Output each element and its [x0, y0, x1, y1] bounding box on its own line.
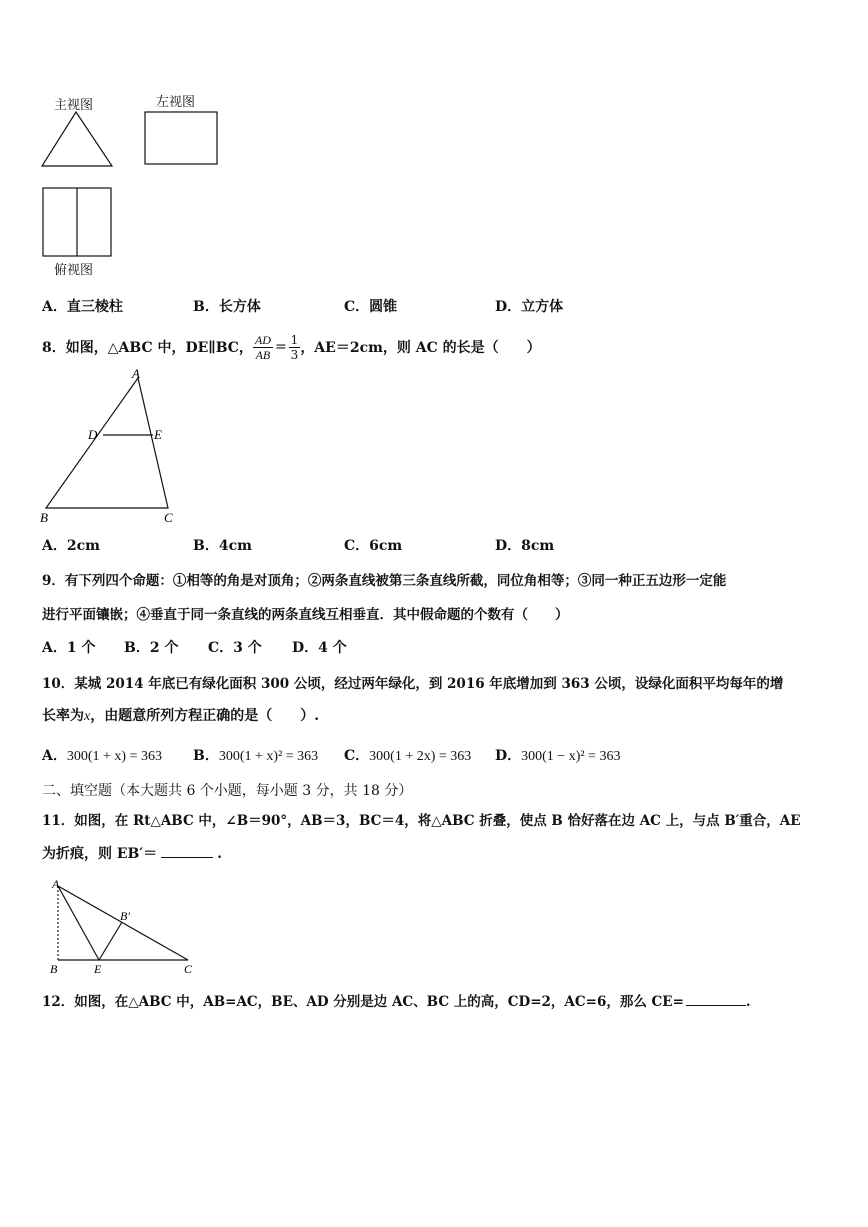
q9-option-a: A．1 个: [42, 640, 96, 656]
q10-option-a: A．300(1 + x) = 363: [42, 748, 162, 764]
q7-option-a: A．直三棱柱: [42, 299, 123, 315]
q12-answer-blank[interactable]: [686, 1005, 746, 1006]
q11-label-a: A: [52, 877, 60, 891]
q7-option-d: D．立方体: [495, 299, 564, 315]
q10-option-b: B．300(1 + x)² = 363: [193, 748, 319, 764]
top-view-label: 俯视图: [54, 263, 94, 278]
q9-option-c: C．3 个: [208, 640, 262, 656]
q8-label-b: B: [40, 510, 48, 525]
q10-stem-line2: 长率为x，由题意所列方程正确的是（ ）.: [42, 708, 320, 724]
q8-label-d: D: [88, 427, 98, 442]
q8-label-a: A: [132, 368, 140, 381]
q9-stem-line1: 9．有下列四个命题：①相等的角是对顶角；②两条直线被第三条直线所截，同位角相等；③同一种正五边形一定能: [42, 573, 727, 589]
q9-option-d: D．4 个: [292, 640, 347, 656]
left-view-rectangle: [142, 109, 222, 167]
q8-label-c: C: [164, 510, 173, 525]
q8-option-d: D．8cm: [495, 538, 555, 554]
q8-option-c: C．6cm: [344, 538, 403, 554]
q7-option-b: B．长方体: [193, 299, 261, 315]
q7-option-c: C．圆锥: [344, 299, 398, 315]
q8-stem: 8．如图，△ABC 中，DE∥BC， $\frac{AD}{AB}$ = $\frac{1}{3}$ ，AE＝2cm，则 AC 的长是（ ）: [42, 332, 541, 362]
left-view-label: 左视图: [156, 95, 196, 110]
q8-option-b: B．4cm: [193, 538, 252, 554]
q11-answer-blank[interactable]: [161, 857, 213, 858]
q9-stem-line2: 进行平面镶嵌；④垂直于同一条直线的两条直线互相垂直．其中假命题的个数有（ ）: [42, 607, 569, 623]
q8-triangle-figure: [36, 368, 186, 528]
q11-triangle-figure: [44, 876, 204, 976]
q11-label-e: E: [94, 962, 102, 976]
q11-stem-line1: 11．如图，在 Rt△ABC 中，∠B＝90°，AB＝3，BC＝4，将△ABC 折叠，使点 B 恰好落在边 AC 上，与点 B′重合，AE: [42, 813, 801, 829]
q12-stem: 12．如图，在△ABC 中，AB=AC，BE、AD 分别是边 AC、BC 上的高，CD=2，AC=6，那么 CE= .: [42, 994, 751, 1010]
q11-label-c: C: [184, 962, 193, 976]
q11-stem-line2: 为折痕，则 EB′＝ .: [42, 846, 222, 862]
q11-label-b-prime: B′: [120, 909, 130, 923]
q8-fraction-ad-ab: $\frac{AD}{AB}$: [254, 332, 271, 362]
q9-option-b: B．2 个: [124, 640, 179, 656]
front-view-triangle: [38, 108, 118, 170]
q8-fraction-one-third: $\frac{1}{3}$: [290, 332, 299, 362]
q11-label-b: B: [50, 962, 58, 976]
section-heading-fill-in: 二、填空题（本大题共 6 个小题，每小题 3 分，共 18 分）: [42, 783, 413, 799]
front-view-label: 主视图: [54, 98, 94, 113]
top-view-rectangle: [40, 185, 116, 259]
q10-option-c: C．300(1 + 2x) = 363: [344, 748, 472, 764]
q10-option-d: D．300(1 − x)² = 363: [495, 748, 621, 764]
q8-label-e: E: [154, 427, 162, 442]
q10-stem-line1: 10．某城 2014 年底已有绿化面积 300 公顷，经过两年绿化，到 2016 年底增加到 363 公顷，设绿化面积平均每年的增: [42, 676, 784, 692]
q8-option-a: A．2cm: [42, 538, 100, 554]
